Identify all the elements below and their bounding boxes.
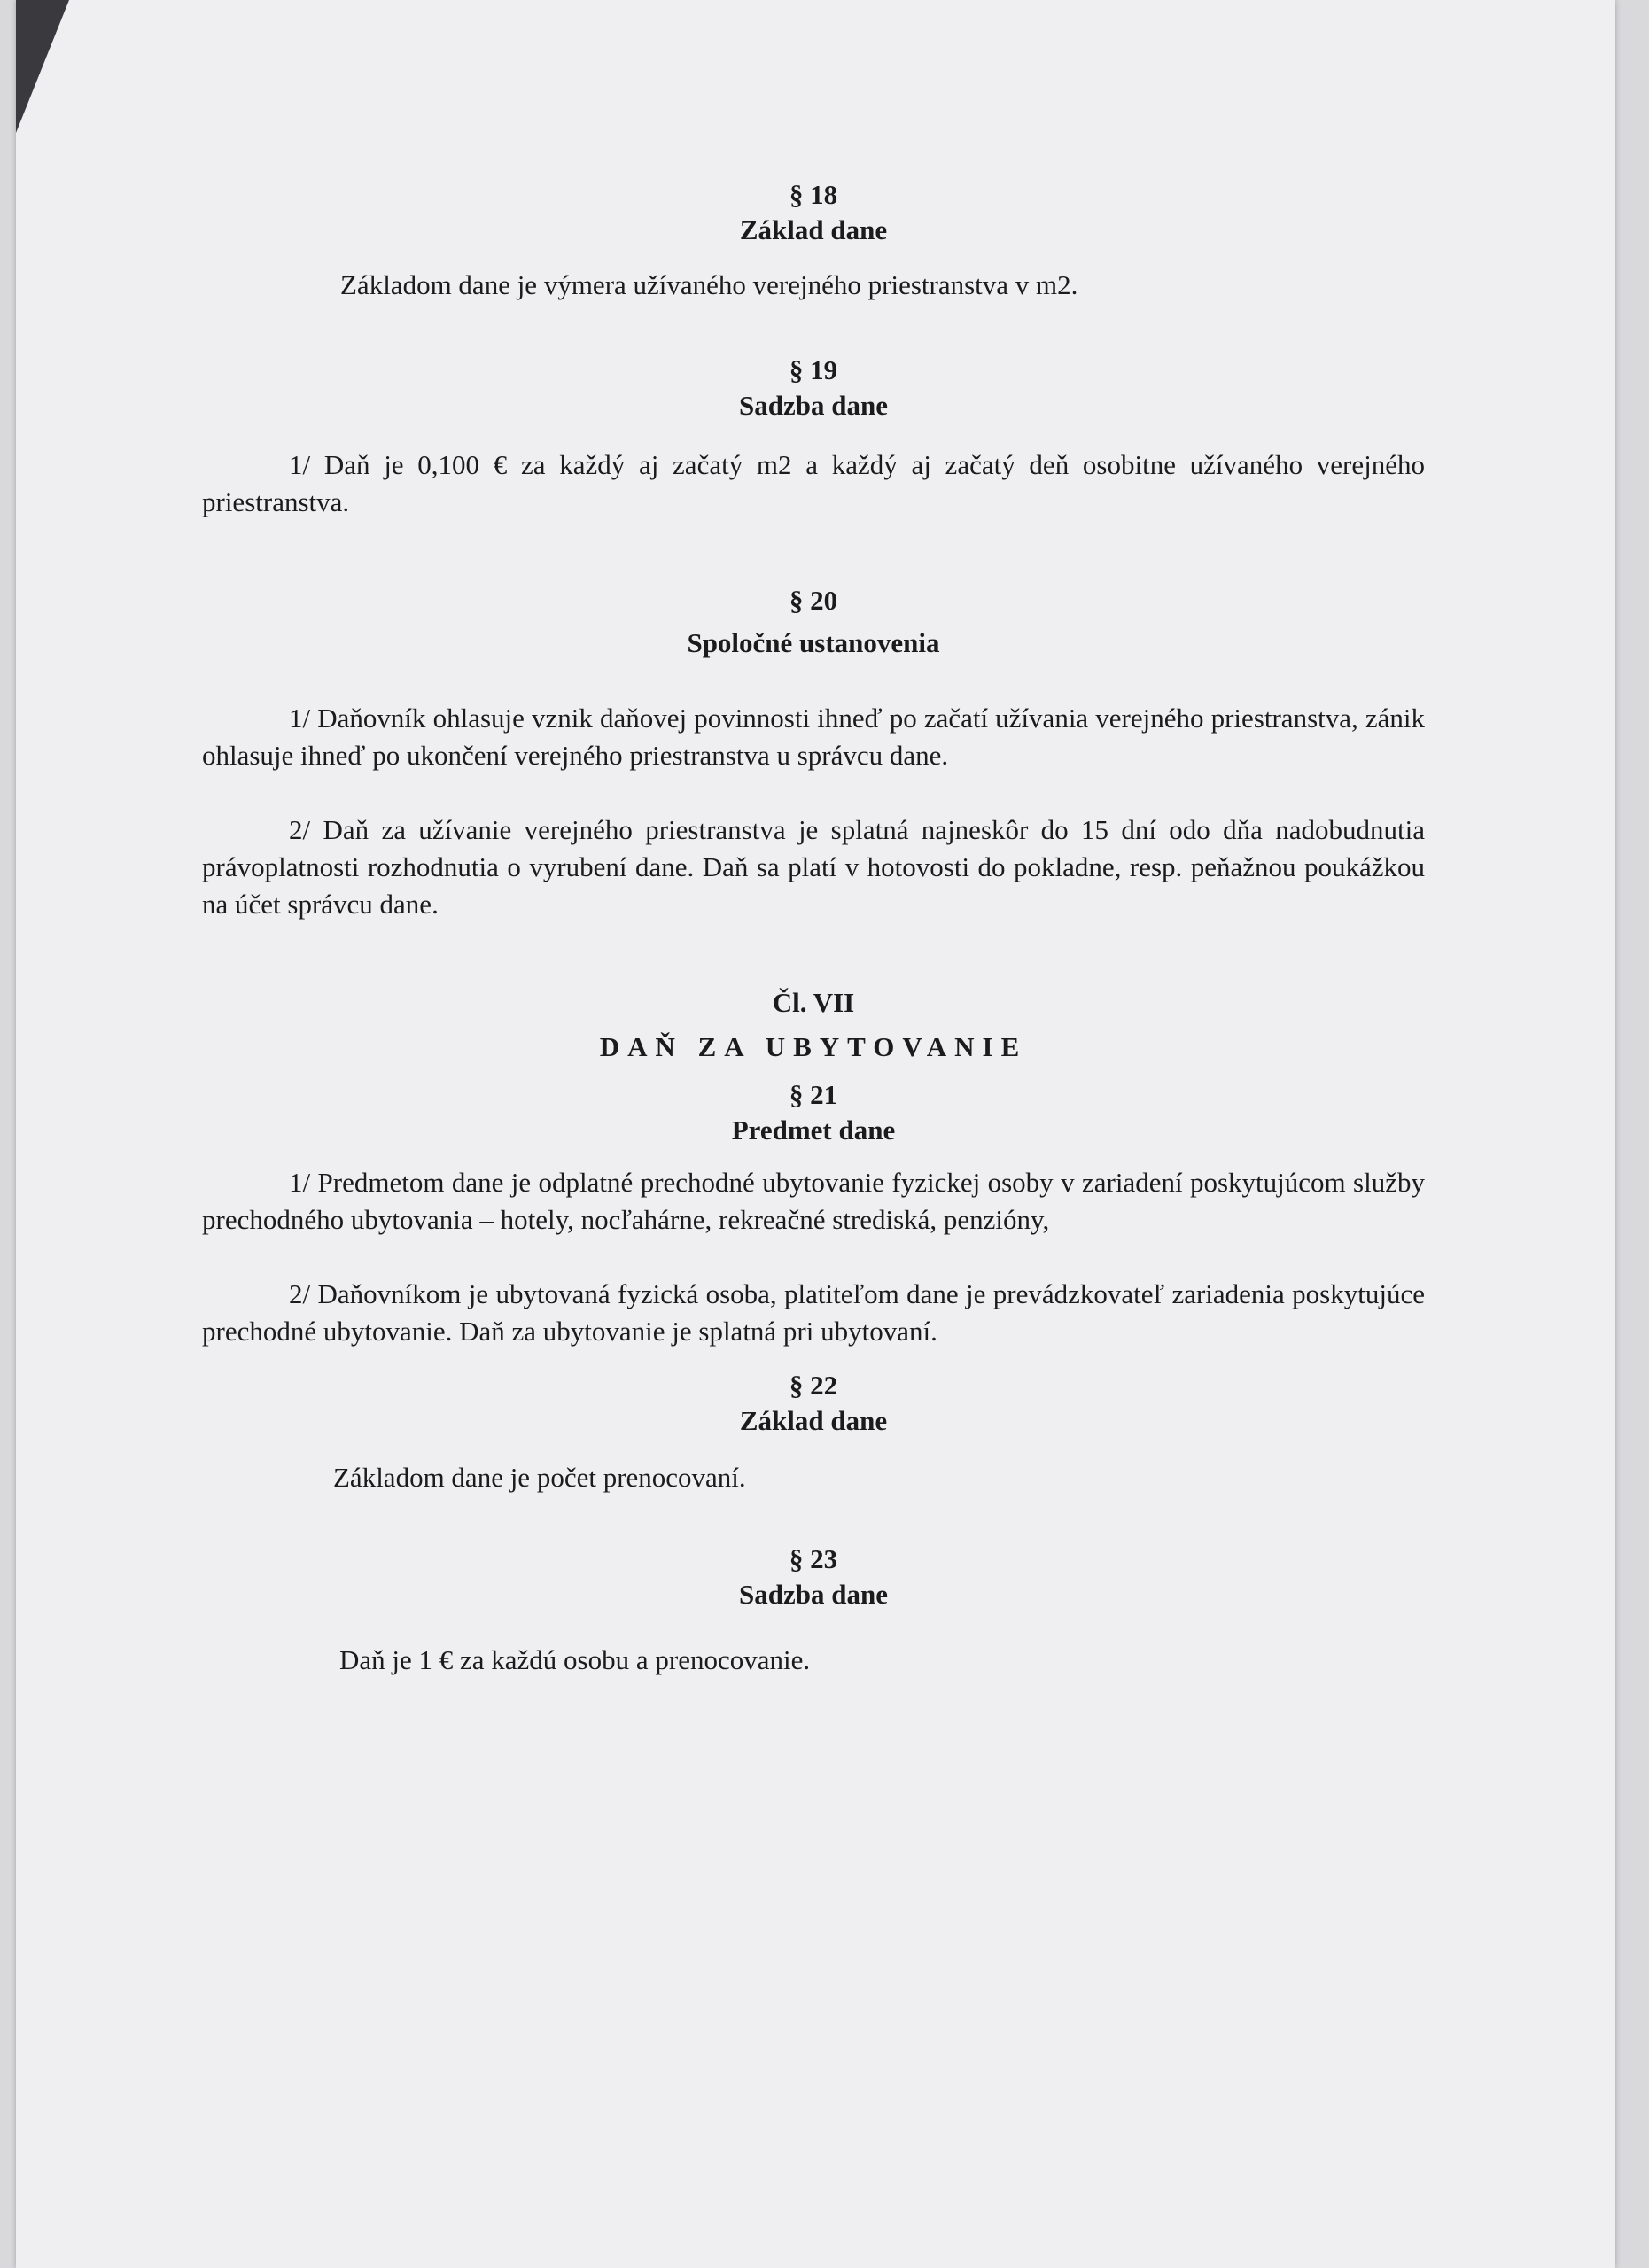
- section-23-text: Daň je 1 € za každú osobu a prenocovanie.: [339, 1644, 811, 1675]
- section-18-text: Základom dane je výmera užívaného verejného priestranstva v m2.: [340, 269, 1078, 300]
- section-18-number: § 18: [789, 179, 838, 210]
- scanned-page: [16, 0, 1615, 2268]
- section-21-number: § 21: [789, 1079, 838, 1110]
- section-22-text: Základom dane je počet prenocovaní.: [333, 1462, 746, 1493]
- folded-corner: [16, 0, 69, 133]
- section-23-title: Sadzba dane: [739, 1579, 888, 1610]
- section-21-paragraph-2: 2/ Daňovníkom je ubytovaná fyzická osoba, platiteľom dane je prevádzkovateľ zariadenia poskytujúce prechodné ubytovanie. Daň za ubytovanie je splatná pri ubytovaní.: [202, 1278, 1425, 1347]
- section-19-paragraph-1: 1/ Daň je 0,100 € za každý aj začatý m2 a každý aj začatý deň osobitne užívaného verejného priestranstva.: [202, 449, 1425, 517]
- section-22-title: Základ dane: [739, 1405, 888, 1436]
- section-20-number: § 20: [789, 585, 838, 616]
- section-18-title: Základ dane: [739, 214, 888, 245]
- article-number: Čl. VII: [772, 987, 855, 1018]
- section-20-title: Spoločné ustanovenia: [687, 627, 940, 658]
- section-21-title: Predmet dane: [731, 1115, 896, 1146]
- section-20-paragraph-1: 1/ Daňovník ohlasuje vznik daňovej povinnosti ihneď po začatí užívania verejného priestranstva, zánik ohlasuje ihneď po ukončení verejného priestranstva u správcu dane.: [202, 703, 1425, 771]
- section-19-title: Sadzba dane: [739, 390, 888, 421]
- section-23-number: § 23: [789, 1543, 838, 1574]
- section-21-paragraph-1: 1/ Predmetom dane je odplatné prechodné ubytovanie fyzickej osoby v zariadení poskytujúcom služby prechodného ubytovania – hotely, nocľahárne, rekreačné strediská, penzióny,: [202, 1167, 1425, 1235]
- section-20-paragraph-2: 2/ Daň za užívanie verejného priestranstva je splatná najneskôr do 15 dní odo dňa nadobudnutia právoplatnosti rozhodnutia o vyrubení dane. Daň sa platí v hotovosti do pokladne, resp. peňažnou poukážkou na účet správcu dane.: [202, 814, 1425, 920]
- document-body: [202, 177, 1425, 1678]
- article-title: DAŇ ZA UBYTOVANIE: [599, 1031, 1028, 1062]
- section-22-number: § 22: [789, 1370, 838, 1401]
- section-19-number: § 19: [789, 354, 838, 385]
